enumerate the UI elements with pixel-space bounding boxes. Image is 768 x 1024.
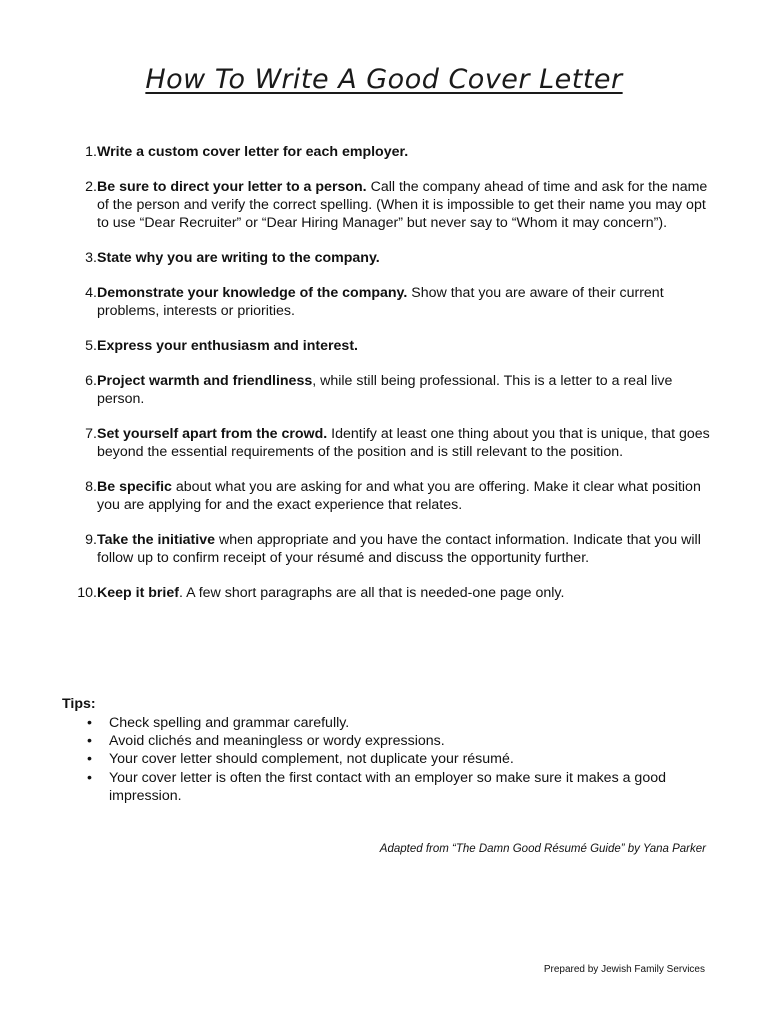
list-item (62, 531, 712, 567)
item-number: 1. (85, 144, 97, 160)
tip-item (62, 732, 712, 750)
item-lead: Take the initiative (97, 532, 216, 548)
item-lead: Express your enthusiasm and interest. (97, 338, 358, 354)
tip-text: Your cover letter should complement, not duplicate your résumé. (109, 751, 514, 768)
item-text: about what you are asking for and what you are offering. Make it clear what position you are applying for and the exact experience that relates. (97, 479, 701, 513)
item-lead: Demonstrate your knowledge of the company. (97, 285, 408, 301)
list-item (62, 425, 712, 461)
item-text: . A few short paragraphs are all that is needed-one page only. (179, 585, 565, 601)
source-credit: Adapted from “The Damn Good Résumé Guide” by Yana Parker (379, 843, 706, 855)
item-lead: State why you are writing to the company. (97, 250, 380, 266)
item-lead: Be sure to direct your letter to a person. (97, 179, 367, 195)
item-lead: Be specific (97, 479, 172, 495)
list-item (62, 372, 712, 408)
item-text: Show that you are aware of their current problems, interests or priorities. (97, 285, 664, 319)
item-text: when appropriate and you have the contact information. Indicate that you will follow up to confirm receipt of your résumé and discuss the opportunity further. (97, 532, 701, 566)
item-number: 3. (85, 250, 97, 266)
tip-text: Check spelling and grammar carefully. (109, 715, 350, 731)
bullet-icon: • (87, 751, 92, 768)
prepared-by-footer: Prepared by Jewish Family Services (543, 964, 705, 975)
list-item (62, 478, 712, 514)
item-lead: Project warmth and friendliness (97, 373, 313, 389)
item-number: 2. (85, 179, 97, 195)
tip-item (62, 750, 712, 768)
list-item (62, 337, 712, 355)
item-number: 5. (85, 338, 97, 354)
list-item (62, 143, 712, 161)
item-number: 9. (85, 532, 97, 548)
tip-item (62, 714, 712, 732)
item-number: 7. (85, 426, 97, 442)
advice-list (62, 143, 712, 602)
item-number: 10. (77, 585, 97, 601)
bullet-icon: • (87, 733, 92, 750)
item-number: 8. (85, 479, 97, 495)
list-item (62, 178, 712, 232)
bullet-icon: • (87, 769, 92, 786)
item-lead: Write a custom cover letter for each employer. (97, 144, 409, 160)
list-item (62, 249, 712, 267)
tip-text: Your cover letter is often the first contact with an employer so make sure it makes a good impression. (109, 769, 666, 804)
item-text: , while still being professional. This is a letter to a real live person. (97, 373, 673, 407)
item-lead: Set yourself apart from the crowd. (97, 426, 328, 442)
item-lead: Keep it brief (97, 585, 179, 601)
item-text: Call the company ahead of time and ask for the name of the person and verify the correct spelling. (When it is impossible to get their name you may opt to use “Dear Recruiter” or “Dear Hiring Manager” but never say to “Whom it may concern”). (97, 179, 708, 231)
list-item (62, 284, 712, 320)
tips-heading: Tips: (62, 696, 96, 712)
tip-item (62, 769, 712, 805)
item-text: Identify at least one thing about you that is unique, that goes beyond the essential requirements of the position and is still relevant to the position. (97, 426, 710, 460)
list-item (62, 584, 712, 602)
item-number: 4. (85, 285, 97, 301)
page-title: How To Write A Good Cover Letter (145, 64, 623, 95)
tips-list (62, 714, 712, 805)
bullet-icon: • (87, 715, 92, 731)
tip-text: Avoid clichés and meaningless or wordy expressions. (109, 733, 445, 750)
item-number: 6. (85, 373, 97, 389)
